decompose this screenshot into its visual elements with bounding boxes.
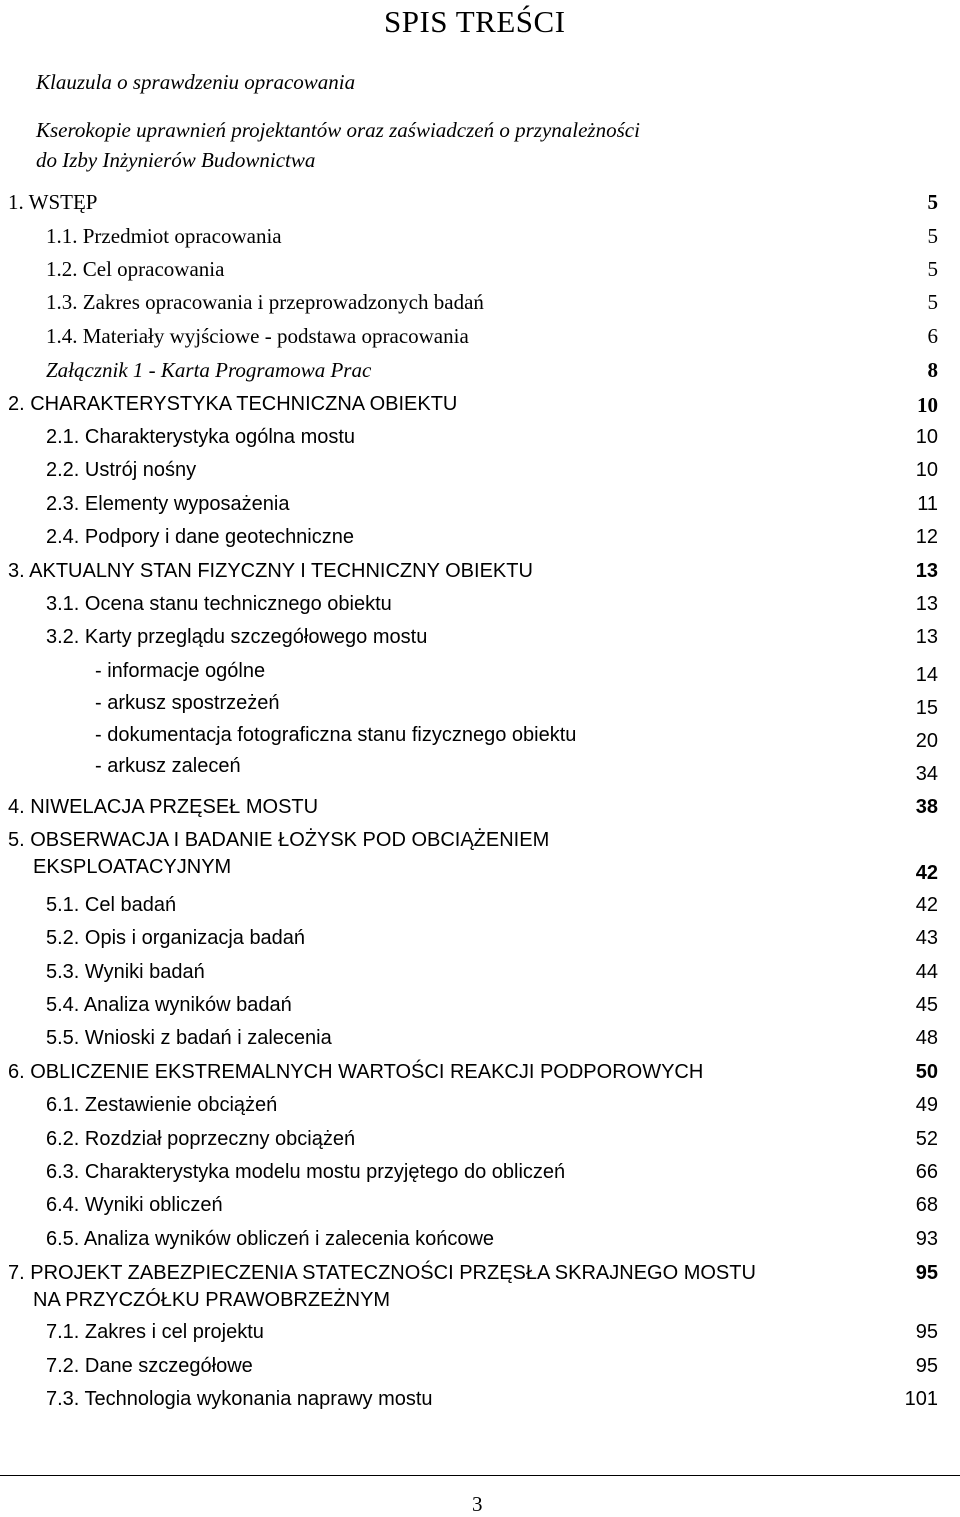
toc-page: 6 [927,324,938,348]
toc-entry [0,257,960,287]
toc-page: 10 [915,459,938,481]
footer-divider [0,1475,960,1476]
toc-label: 7.1. Zakres i cel projektu [46,1321,264,1343]
toc-entry [0,324,960,354]
toc-label: 7. PROJEKT ZABEZPIECZENIA STATECZNOŚCI PRZĘSŁA SKRAJNEGO MOSTU [8,1262,756,1284]
toc-page: 12 [915,526,938,548]
toc-label: 2.4. Podpory i dane geotechniczne [46,526,354,548]
toc-page: 95 [915,1321,938,1343]
toc-label: 2.1. Charakterystyka ogólna mostu [46,426,356,448]
toc-entry [0,1321,960,1351]
toc-entry [0,224,960,254]
toc-entry [0,1355,960,1385]
toc-entry [0,829,960,859]
toc-entry [0,724,960,754]
toc-entry [0,1061,960,1091]
page-title: SPIS TREŚCI [384,4,566,39]
intro-clause: Klauzula o sprawdzeniu opracowania [36,70,356,94]
toc-page: 44 [915,961,938,983]
toc-entry [0,660,960,690]
toc-entry [0,1027,960,1057]
toc-label: EKSPLOATACYJNYM [33,856,232,878]
toc-entry [0,459,960,489]
toc-page: 5 [927,290,938,314]
page-number: 3 [472,1492,483,1516]
toc-entry [0,358,960,388]
toc-entry [0,1128,960,1158]
toc-label: - dokumentacja fotograficzna stanu fizycznego obiektu [95,724,577,746]
toc-label: 3.2. Karty przeglądu szczegółowego mostu [46,626,428,648]
toc-entry [0,1194,960,1224]
toc-page: 5 [927,190,938,214]
toc-page: 13 [915,560,938,582]
toc-label: 6.3. Charakterystyka modelu mostu przyjętego do obliczeń [46,1161,566,1183]
intro-copies-line2: do Izby Inżynierów Budownictwa [36,148,316,172]
toc-label: - informacje ogólne [95,660,266,682]
toc-label: 7.2. Dane szczegółowe [46,1355,253,1377]
toc-page: 20 [915,730,938,752]
toc-label: 1.1. Przedmiot opracowania [46,224,282,248]
toc-entry [0,190,960,220]
toc-label: 1. WSTĘP [8,190,98,214]
toc-page: 10 [915,426,938,448]
toc-entry [0,1262,960,1292]
toc-page: 95 [915,1262,938,1284]
toc-entry [0,927,960,957]
toc-label: 6.1. Zestawienie obciążeń [46,1094,278,1116]
toc-page: 45 [915,994,938,1016]
toc-label: 2. CHARAKTERYSTYKA TECHNICZNA OBIEKTU [8,393,458,415]
toc-page: 11 [917,493,938,515]
toc-page: 42 [915,894,938,916]
intro-copies-line1: Kserokopie uprawnień projektantów oraz zaświadczeń o przynależności [36,118,640,142]
toc-page: 13 [915,593,938,615]
toc-page: 95 [915,1355,938,1377]
toc-entry [0,290,960,320]
toc-entry [0,856,960,886]
toc-entry [0,1289,960,1319]
toc-entry [0,593,960,623]
toc-entry [0,626,960,656]
toc-label: 3. AKTUALNY STAN FIZYCZNY I TECHNICZNY OBIEKTU [8,560,533,582]
toc-label: 4. NIWELACJA PRZĘSEŁ MOSTU [8,796,319,818]
toc-entry [0,393,960,423]
toc-entry [0,1161,960,1191]
toc-page: 93 [915,1228,938,1250]
toc-label: 6.5. Analiza wyników obliczeń i zalecenia końcowe [46,1228,495,1250]
toc-page: 48 [915,1027,938,1049]
toc-entry [0,994,960,1024]
toc-entry [0,894,960,924]
toc-entry [0,1388,960,1418]
toc-label: 5.1. Cel badań [46,894,177,916]
toc-entry [0,796,960,826]
toc-label: 2.3. Elementy wyposażenia [46,493,290,515]
toc-label: 1.2. Cel opracowania [46,257,225,281]
toc-entry [0,755,960,785]
toc-page: 10 [917,393,938,417]
toc-page: 42 [915,862,938,884]
toc-label: - arkusz zaleceń [95,755,241,777]
toc-label: 6. OBLICZENIE EKSTREMALNYCH WARTOŚCI REAKCJI PODPOROWYCH [8,1061,704,1083]
toc-page: 50 [915,1061,938,1083]
toc-label: 2.2. Ustrój nośny [46,459,197,481]
toc-page: 52 [915,1128,938,1150]
toc-page: 34 [915,763,938,785]
toc-label: 5.2. Opis i organizacja badań [46,927,306,949]
toc-label: 5.4. Analiza wyników badań [46,994,292,1016]
toc-page: 38 [915,796,938,818]
toc-entry [0,526,960,556]
toc-label: 3.1. Ocena stanu technicznego obiektu [46,593,392,615]
toc-page: 14 [915,664,938,686]
toc-label: 5.5. Wnioski z badań i zalecenia [46,1027,332,1049]
toc-label: - arkusz spostrzeżeń [95,692,280,714]
toc-page: 5 [927,257,938,281]
toc-label: 1.3. Zakres opracowania i przeprowadzonych badań [46,290,484,314]
toc-page: 49 [915,1094,938,1116]
toc-entry [0,493,960,523]
toc-page: 68 [915,1194,938,1216]
toc-entry [0,1094,960,1124]
toc-entry [0,961,960,991]
toc-label: 5. OBSERWACJA I BADANIE ŁOŻYSK POD OBCIĄŻENIEM [8,829,550,851]
toc-label: NA PRZYCZÓŁKU PRAWOBRZEŻNYM [33,1289,391,1311]
toc-label: 1.4. Materiały wyjściowe - podstawa opracowania [46,324,469,348]
toc-entry [0,1228,960,1258]
toc-entry [0,692,960,722]
toc-page: 101 [904,1388,938,1410]
toc-entry [0,560,960,590]
toc-label: 7.3. Technologia wykonania naprawy mostu [46,1388,433,1410]
toc-page: 13 [915,626,938,648]
toc-entry [0,426,960,456]
toc-label: 6.4. Wyniki obliczeń [46,1194,223,1216]
toc-page: 5 [927,224,938,248]
toc-page: 43 [915,927,938,949]
toc-label: 6.2. Rozdział poprzeczny obciążeń [46,1128,356,1150]
toc-page: 8 [927,358,938,382]
toc-label: 5.3. Wyniki badań [46,961,205,983]
toc-page: 15 [915,697,938,719]
toc-page: 66 [915,1161,938,1183]
toc-label: Załącznik 1 - Karta Programowa Prac [46,358,372,382]
